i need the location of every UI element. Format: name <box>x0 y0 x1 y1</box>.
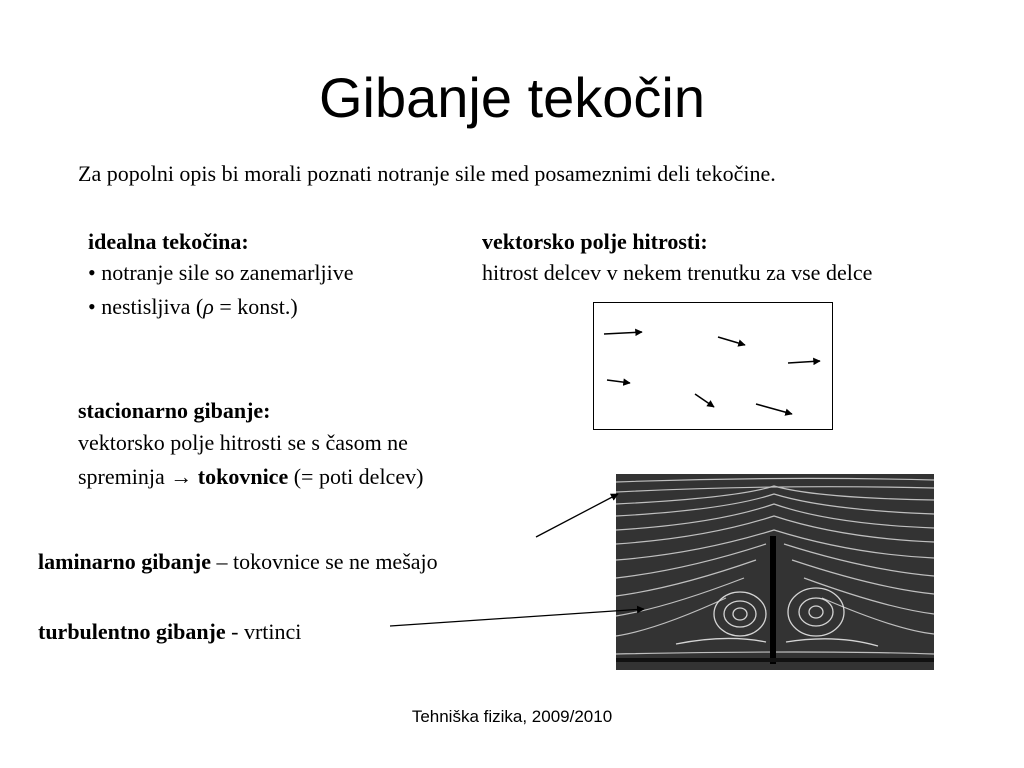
vector-field-heading: vektorsko polje hitrosti: <box>482 229 708 254</box>
turbulent-desc: - vrtinci <box>225 619 302 644</box>
stationary-line1: vektorsko polje hitrosti se s časom ne <box>78 430 408 455</box>
laminar-desc: – tokovnice se ne mešajo <box>210 549 438 574</box>
laminar-pointer-arrow <box>536 494 618 537</box>
laminar-term: laminarno gibanje <box>38 549 211 574</box>
ideal-fluid-heading: idealna tekočina: <box>88 229 249 254</box>
turbulent-pointer-arrow <box>390 609 644 626</box>
bullet-suffix: = konst.) <box>213 294 298 319</box>
rho-symbol: ρ <box>203 294 214 319</box>
streamlines-term: tokovnice <box>192 464 289 489</box>
stationary-suffix: (= poti delcev) <box>288 464 424 489</box>
implies-arrow: → <box>170 464 193 489</box>
vector-field-text: hitrost delcev v nekem trenutku za vse delce <box>482 260 873 285</box>
footer-text: Tehniška fizika, 2009/2010 <box>411 707 613 726</box>
stationary-heading: stacionarno gibanje: <box>78 398 271 423</box>
bullet-prefix: • nestisljiva ( <box>88 294 204 319</box>
stationary-prefix: spreminja <box>78 464 171 489</box>
turbulent-term: turbulentno gibanje <box>38 619 226 644</box>
slide-title: Gibanje tekočin <box>318 66 705 129</box>
intro-text: Za popolni opis bi morali poznati notranje sile med posameznimi deli tekočine. <box>78 161 776 186</box>
ideal-bullet-forces: • notranje sile so zanemarljive <box>88 260 354 285</box>
